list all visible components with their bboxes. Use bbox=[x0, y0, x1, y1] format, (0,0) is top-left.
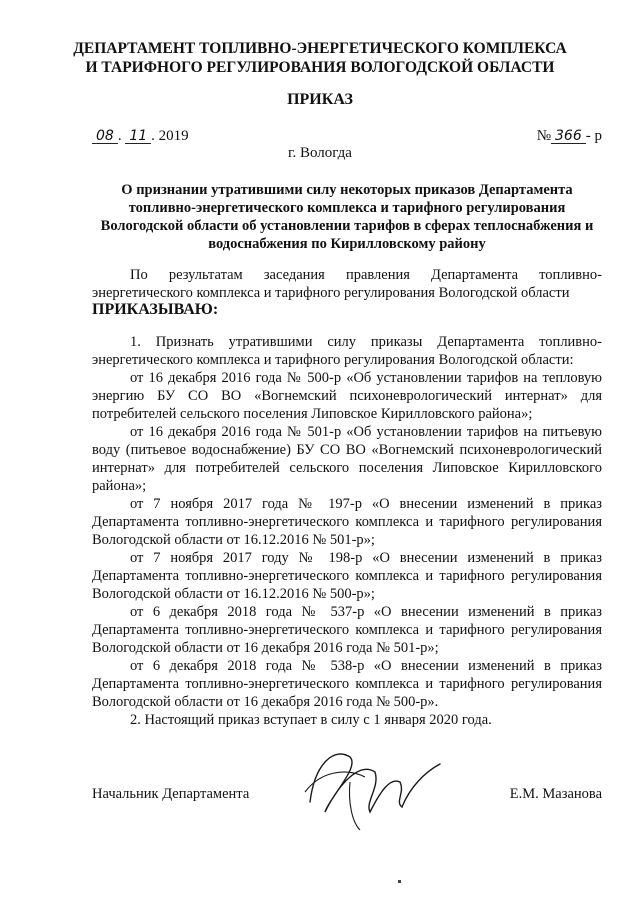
order-day: 08 bbox=[92, 129, 118, 144]
item-1-lead: 1. Признать утратившими силу приказы Департамента топливно-энергетического комплекса и тарифного регулирования Вологодской области: bbox=[92, 334, 602, 368]
list-item: от 7 ноября 2017 года № 197-р «О внесении изменений в приказ Департамента топливно-энергетического комплекса и тарифного регулирования Вологодской области от 16.12.2016 № 501-р»; bbox=[92, 496, 602, 548]
signatory-name: Е.М. Мазанова bbox=[509, 786, 602, 802]
header-line-2: И ТАРИФНОГО РЕГУЛИРОВАНИЯ ВОЛОГОДСКОЙ ОБЛАСТИ bbox=[85, 59, 555, 76]
item-2: 2. Настоящий приказ вступает в силу с 1 января 2020 года. bbox=[130, 712, 492, 728]
order-number-suffix: р bbox=[594, 128, 602, 144]
signatory-position: Начальник Департамента bbox=[92, 786, 250, 802]
order-number-value: 366 bbox=[551, 129, 586, 144]
order-month: 11 bbox=[125, 129, 151, 144]
order-number: № 366 - р bbox=[536, 128, 602, 144]
header-line-1: ДЕПАРТАМЕНТ ТОПЛИВНО-ЭНЕРГЕТИЧЕСКОГО КОМПЛЕКСА bbox=[73, 40, 567, 57]
order-items bbox=[92, 333, 602, 729]
order-title: ПРИКАЗ bbox=[287, 91, 353, 108]
order-date: 08 . 11 . 2019 bbox=[92, 128, 189, 145]
list-item: от 7 ноября 2017 году № 198-р «О внесении изменений в приказ Департамента топливно-энергетического комплекса и тарифного регулирования Вологодской области от 16.12.2016 № 500-р»; bbox=[92, 550, 602, 602]
stray-mark bbox=[398, 880, 401, 883]
order-city: г. Вологда bbox=[288, 145, 352, 161]
list-item: от 16 декабря 2016 года № 501-р «Об установлении тарифов на питьевую воду (питьевое водоснабжение) БУ СО ВО «Вогнемский психоневрологический интернат» для потребителей сельского поселения Липовское Кирилловского района»; bbox=[92, 424, 602, 494]
prikazyvayu-heading: ПРИКАЗЫВАЮ: bbox=[92, 301, 219, 318]
intro-paragraph: По результатам заседания правления Департамента топливно-энергетического комплекса и тарифного регулирования Вологодской области bbox=[92, 267, 602, 301]
list-item: от 6 декабря 2018 года № 537-р «О внесении изменений в приказ Департамента топливно-энергетического комплекса и тарифного регулирования Вологодской области от 16 декабря 2016 года № 501-р»; bbox=[92, 604, 602, 656]
list-item: от 6 декабря 2018 года № 538-р «О внесении изменений в приказ Департамента топливно-энергетического комплекса и тарифного регулирования Вологодской области от 16 декабря 2016 года № 500-р». bbox=[92, 658, 602, 710]
order-number-prefix: № bbox=[536, 128, 552, 144]
order-year: 2019 bbox=[158, 128, 189, 144]
list-item: от 16 декабря 2016 года № 500-р «Об установлении тарифов на тепловую энергию БУ СО ВО «Вогнемский психоневрологический интернат» для потребителей сельского поселения Липовское Кирилловского района»; bbox=[92, 370, 602, 422]
order-subject: О признании утратившими силу некоторых приказов Департамента топливно-энергетического комплекса и тарифного регулирования Вологодской области об установлении тарифов в сферах теплоснабжения и водоснабжения по Кирилловскому району bbox=[100, 182, 594, 252]
handwritten-signature bbox=[290, 742, 450, 832]
